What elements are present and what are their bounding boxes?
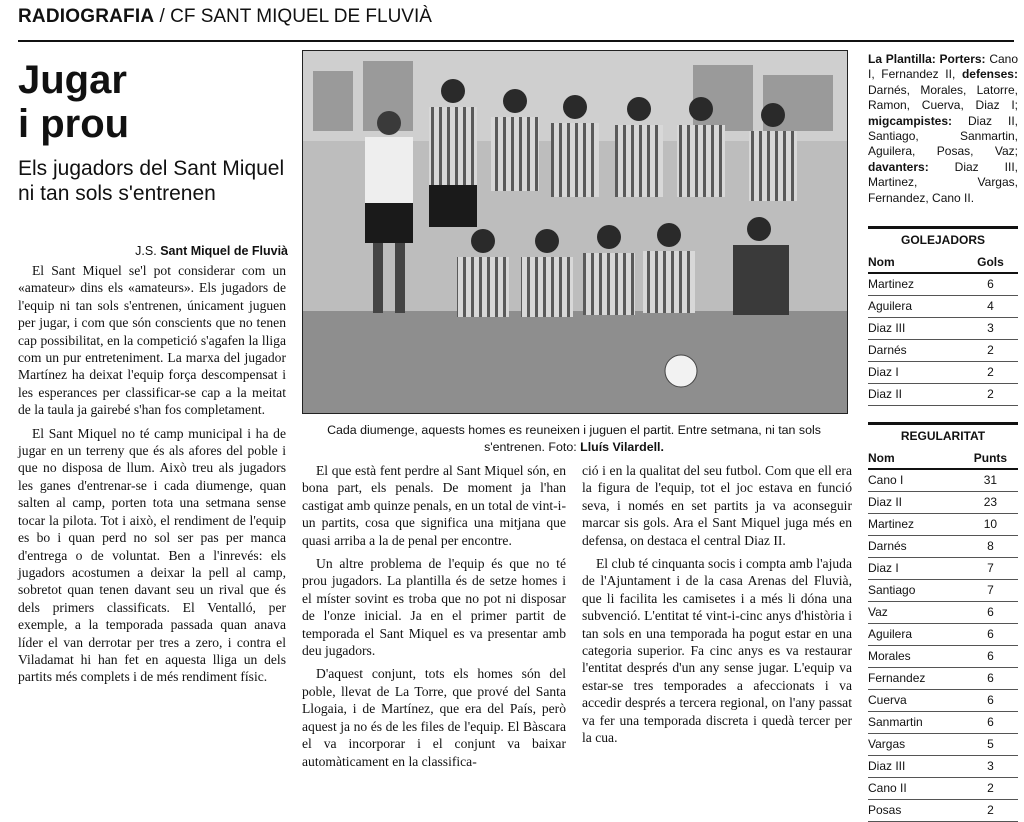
table-row — [868, 778, 1018, 800]
team-photo-image — [303, 51, 847, 413]
column-header: Nom — [868, 251, 963, 273]
photo-caption — [302, 422, 846, 456]
row-name: Aguilera — [868, 296, 963, 318]
table-row — [868, 756, 1018, 778]
photo-credit: Lluís Vilardell. — [580, 440, 664, 454]
row-name: Diaz I — [868, 362, 963, 384]
row-value: 6 — [963, 712, 1018, 734]
regularity-table — [868, 422, 1018, 822]
table-row — [868, 318, 1018, 340]
row-name: Fernandez — [868, 668, 963, 690]
squad-list — [868, 52, 1018, 206]
table-row — [868, 624, 1018, 646]
row-name: Santiago — [868, 580, 963, 602]
row-value: 4 — [963, 296, 1018, 318]
section-header — [18, 6, 1014, 42]
row-value: 6 — [963, 602, 1018, 624]
defenders: Darnés, Morales, Latorre, Ramon, Cuerva, Diaz I; — [868, 82, 1018, 113]
table-row — [868, 536, 1018, 558]
paragraph: El Sant Miquel no té camp municipal i ha de jugar en un terreny que és als afores del poble i que no disposa de llum. Això treu als jugadors les ganes d'entrenar-se i cada diumenge, quan salten al camp, porten tota una setmana sense tocar la pilota. Tot i això, el rendiment de l'equip es bo i quan perd no sol ser pas per manca d'entrega o de voluntat. Ben a l'inrevés: els jugadors acostumen a deixar la pell al camp, sobretot quan tenen davant seu un rival que és dels primers classificats. El Ventalló, per exemple, a la temporada passada quan anava líder el van derrotar per tres a zero, i contra el Viladamat hi han fet en aquesta lliga un dels partits més complets i de més rendiment físic. — [18, 425, 286, 685]
club-name: CF SANT MIQUEL DE FLUVIÀ — [170, 6, 432, 27]
table-row — [868, 800, 1018, 822]
article-column-3 — [582, 462, 852, 753]
table-row — [868, 340, 1018, 362]
row-value: 7 — [963, 580, 1018, 602]
row-name: Darnés — [868, 340, 963, 362]
row-name: Diaz III — [868, 318, 963, 340]
table-row — [868, 384, 1018, 406]
row-value: 2 — [963, 800, 1018, 822]
byline-author: J.S. — [135, 244, 157, 258]
article-subtitle: Els jugadors del Sant Miquel ni tan sols s'entrenen — [18, 157, 285, 205]
title-line-2: i prou — [18, 102, 130, 146]
column-header: Gols — [963, 251, 1018, 273]
table-row — [868, 712, 1018, 734]
row-value: 2 — [963, 362, 1018, 384]
regularity-title: REGULARITAT — [868, 422, 1018, 447]
paragraph: El club té cinquanta socis i compta amb l'ajuda de l'Ajuntament i de la casa Arenas del Fluvià, que li facilita les camisetes i a més li dóna una subvenció. L'entitat té vint-i-cinc anys d'història i tan sols en una temporada ha pogut estar en una categoria superior. Fa cinc anys es va restaurar l'entitat després d'un any sense jugar. L'equip va estar-se tres temporades a afeccionats i va accedir després a tercera regional, on l'any passat va fer una temporada discreta i quedà tercer per la cua. — [582, 556, 852, 746]
paragraph: D'aquest conjunt, tots els homes són del poble, llevat de La Torre, que prové del Santa Llogaia, i de Martínez, que era del País, però aquest ja no és de les files de l'equip. El Bàscara el va incorporar i el conjunt va baixar automàticament en la classifica- — [302, 666, 566, 769]
scorers-grid — [868, 251, 1018, 406]
row-name: Morales — [868, 646, 963, 668]
goalkeepers: Cano I, Fernandez II, — [868, 52, 1018, 82]
row-name: Vargas — [868, 734, 963, 756]
scorers-table — [868, 226, 1018, 406]
row-name: Posas — [868, 800, 963, 822]
row-value: 2 — [963, 778, 1018, 800]
row-name: Aguilera — [868, 624, 963, 646]
row-value: 3 — [963, 756, 1018, 778]
row-name: Cano II — [868, 778, 963, 800]
row-value: 6 — [963, 273, 1018, 296]
paragraph: El que està fent perdre al Sant Miquel són, en bona part, els penals. De moment ja l'han castigat amb quinze penals, en un total de vint-i-un partits, cosa que significa una mitjana que quasi arriba a la de penal per encontre. — [302, 463, 566, 548]
row-value: 10 — [963, 514, 1018, 536]
squad-label: La Plantilla: — [868, 52, 936, 66]
row-name: Vaz — [868, 602, 963, 624]
table-row — [868, 296, 1018, 318]
regularity-grid — [868, 447, 1018, 822]
scorers-title: GOLEJADORS — [868, 226, 1018, 251]
table-row — [868, 469, 1018, 492]
column-header: Nom — [868, 447, 963, 469]
midfielders-label: migcampistes: — [868, 113, 953, 128]
table-row — [868, 558, 1018, 580]
table-row — [868, 273, 1018, 296]
team-photo — [302, 50, 848, 414]
row-name: Diaz III — [868, 756, 963, 778]
row-name: Diaz I — [868, 558, 963, 580]
row-name: Cano I — [868, 469, 963, 492]
table-row — [868, 646, 1018, 668]
row-value: 5 — [963, 734, 1018, 756]
table-row — [868, 514, 1018, 536]
table-row — [868, 734, 1018, 756]
row-name: Darnés — [868, 536, 963, 558]
defenders-label: defenses: — [961, 67, 1018, 82]
table-row — [868, 580, 1018, 602]
article-title — [18, 58, 288, 146]
paragraph: ció i en la qualitat del seu futbol. Com que ell era la figura de l'equip, tot el joc estava en funció seva, i només en set partits ja va aconseguir marcar sis gols. Ara el Sant Miquel juga més en defensa, on destaca el central Diaz II. — [582, 463, 852, 548]
row-value: 8 — [963, 536, 1018, 558]
row-value: 6 — [963, 646, 1018, 668]
row-name: Diaz II — [868, 492, 963, 514]
forwards-label: davanters: — [868, 159, 929, 174]
byline-place: Sant Miquel de Fluvià — [160, 244, 288, 258]
table-row — [868, 668, 1018, 690]
row-value: 6 — [963, 668, 1018, 690]
row-value: 6 — [963, 624, 1018, 646]
table-row — [868, 362, 1018, 384]
title-line-1: Jugar — [18, 58, 127, 102]
row-value: 2 — [963, 384, 1018, 406]
table-row — [868, 492, 1018, 514]
paragraph: El Sant Miquel se'l pot considerar com un «amateur» dins els «amateurs». Els jugadors de l'equip ni tan sols s'entrenen, únicament juguen per jugar, i com que són conscients que no tenen cap possibilitat, en la competició s'agafen la lliga com un pur entreteniment. La marxa del jugador Martínez ha deixat l'equip força descompensat i les esperances per classificar-se cap a la meitat de la taula ja gairebé s'han fos completament. — [18, 263, 286, 418]
row-name: Cuerva — [868, 690, 963, 712]
article-column-1 — [18, 262, 286, 692]
row-value: 23 — [963, 492, 1018, 514]
column-header: Punts — [963, 447, 1018, 469]
table-row — [868, 602, 1018, 624]
header-separator: / — [154, 6, 171, 27]
article-column-2 — [302, 462, 566, 776]
row-name: Martinez — [868, 514, 963, 536]
row-name: Diaz II — [868, 384, 963, 406]
row-name: Martinez — [868, 273, 963, 296]
row-value: 3 — [963, 318, 1018, 340]
paragraph: Un altre problema de l'equip és que no té prou jugadors. La plantilla és de setze homes i el míster sovint es troba que no pot ni disposar de l'onze inicial. Ja en el primer partit de temporada el Sant Miquel es va presentar amb deu jugadors. — [302, 556, 566, 659]
midfielders: Diaz II, Santiago, Sanmartin, Aguilera, Posas, Vaz; — [868, 113, 1018, 159]
byline — [18, 244, 288, 258]
row-name: Sanmartin — [868, 712, 963, 734]
table-row — [868, 690, 1018, 712]
forwards: Diaz III, Martinez, Vargas, Fernandez, Cano II. — [868, 159, 1018, 205]
section-label: RADIOGRAFIA — [18, 6, 155, 27]
goalkeepers-label: Porters: — [939, 52, 986, 66]
row-value: 6 — [963, 690, 1018, 712]
caption-text: Cada diumenge, aquests homes es reuneixen i juguen el partit. Entre setmana, ni tan sols s'entrenen. Foto: — [327, 423, 821, 454]
row-value: 31 — [963, 469, 1018, 492]
row-value: 2 — [963, 340, 1018, 362]
row-value: 7 — [963, 558, 1018, 580]
